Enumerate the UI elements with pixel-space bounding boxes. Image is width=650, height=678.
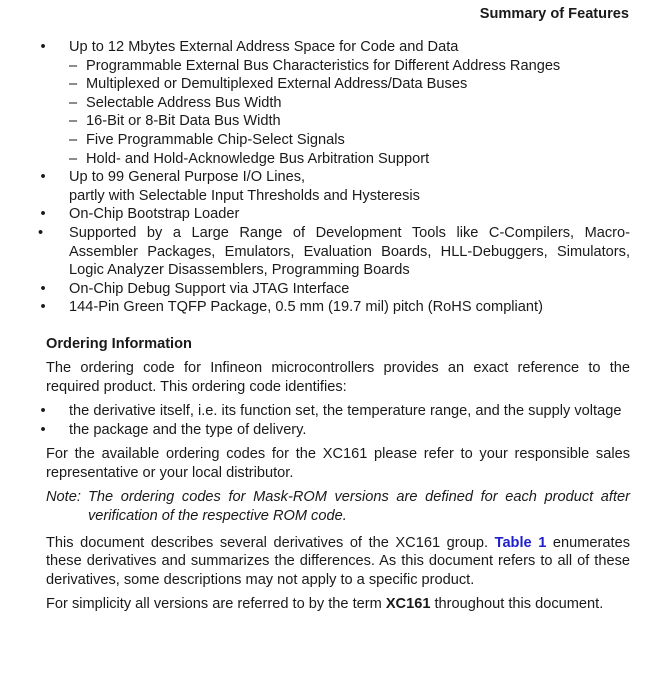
feature-item-package xyxy=(40,298,630,317)
feature-text: On-Chip Bootstrap Loader xyxy=(69,206,240,223)
feature-text-line2: partly with Selectable Input Thresholds and Hysteresis xyxy=(69,187,420,204)
feature-subitem xyxy=(69,75,630,94)
feature-item-debug xyxy=(40,280,630,299)
ordering-list-item xyxy=(40,421,630,440)
note-text: The ordering codes for Mask-ROM versions are defined for each product after verification of the respective ROM code. xyxy=(88,489,630,525)
document-body xyxy=(38,38,630,620)
feature-subitem xyxy=(69,94,630,113)
simplicity-text-2: throughout this document. xyxy=(430,596,604,613)
feature-subitem-text: Five Programmable Chip-Select Signals xyxy=(86,131,345,148)
ordering-list-text: the derivative itself, i.e. its function set, the temperature range, and the supply voltage xyxy=(69,403,622,420)
dash-icon: – xyxy=(69,57,78,74)
note-block xyxy=(46,488,630,525)
simplicity-paragraph xyxy=(46,595,630,614)
features-list xyxy=(38,38,630,317)
bullet-icon: • xyxy=(40,206,46,223)
section-title-ordering: Ordering Information xyxy=(46,335,192,352)
ordering-availability: For the available ordering codes for the XC161 please refer to your responsible sales representative or your local distributor. xyxy=(46,446,630,481)
feature-subitem-text: 16-Bit or 8-Bit Data Bus Width xyxy=(86,113,281,130)
table-1-link[interactable]: Table 1 xyxy=(494,534,547,551)
bullet-icon: • xyxy=(40,169,46,186)
ordering-list-item xyxy=(40,402,630,421)
feature-subitem xyxy=(69,131,630,150)
bullet-icon: • xyxy=(40,421,46,438)
dash-icon: – xyxy=(69,150,78,167)
feature-text: Up to 12 Mbytes External Address Space for Code and Data xyxy=(69,39,459,55)
bullet-icon: • xyxy=(40,299,46,316)
bullet-icon: • xyxy=(40,403,46,420)
bullet-icon: • xyxy=(38,224,44,241)
feature-subitem-text: Hold- and Hold-Acknowledge Bus Arbitration Support xyxy=(86,150,430,167)
feature-item-io-lines xyxy=(40,168,630,205)
feature-item-bootstrap xyxy=(40,205,630,224)
feature-subitem xyxy=(69,112,630,131)
page-header-title: Summary of Features xyxy=(479,6,629,22)
feature-text: 144-Pin Green TQFP Package, 0.5 mm (19.7 mil) pitch (RoHS compliant) xyxy=(69,299,543,316)
feature-item-address-space xyxy=(40,38,630,168)
ordering-list-text: the package and the type of delivery. xyxy=(69,421,307,438)
feature-subitem-text: Selectable Address Bus Width xyxy=(86,94,282,111)
feature-sublist xyxy=(69,57,630,169)
feature-subitem xyxy=(69,150,630,169)
feature-item-dev-tools xyxy=(38,224,630,280)
dash-icon: – xyxy=(69,94,78,111)
feature-text: On-Chip Debug Support via JTAG Interface xyxy=(69,280,350,297)
derivatives-text-1: This document describes several derivatives of the XC161 group. xyxy=(46,534,495,551)
dash-icon: – xyxy=(69,113,78,130)
ordering-code-list xyxy=(40,402,630,439)
feature-subitem-text: Programmable External Bus Characteristics for Different Address Ranges xyxy=(86,57,561,74)
note-label: Note: xyxy=(46,489,81,506)
product-name: XC161 xyxy=(385,596,431,613)
dash-icon: – xyxy=(69,76,78,93)
bullet-icon: • xyxy=(40,39,46,55)
feature-text-line1: Up to 99 General Purpose I/O Lines, xyxy=(69,169,306,186)
feature-subitem xyxy=(69,57,630,76)
ordering-intro: The ordering code for Infineon microcontrollers provides an exact reference to the required product. This ordering code identifies: xyxy=(46,359,630,395)
derivatives-text-2: enumerates these derivatives and summarizes the differences. As this document refers to all of these derivatives, some descriptions may not apply to a specific product. xyxy=(46,534,630,588)
derivatives-paragraph xyxy=(46,534,630,590)
bullet-icon: • xyxy=(40,280,46,297)
feature-subitem-text: Multiplexed or Demultiplexed External Address/Data Buses xyxy=(86,76,468,93)
simplicity-text-1: For simplicity all versions are referred to by the term xyxy=(46,596,386,613)
feature-text: Supported by a Large Range of Development Tools like C-Compilers, Macro-Assembler Packages, Emulators, Evaluation Boards, HLL-Debuggers, Simulators, Logic Analyzer Disassemblers, Programming Boards xyxy=(69,224,630,279)
dash-icon: – xyxy=(69,131,78,148)
